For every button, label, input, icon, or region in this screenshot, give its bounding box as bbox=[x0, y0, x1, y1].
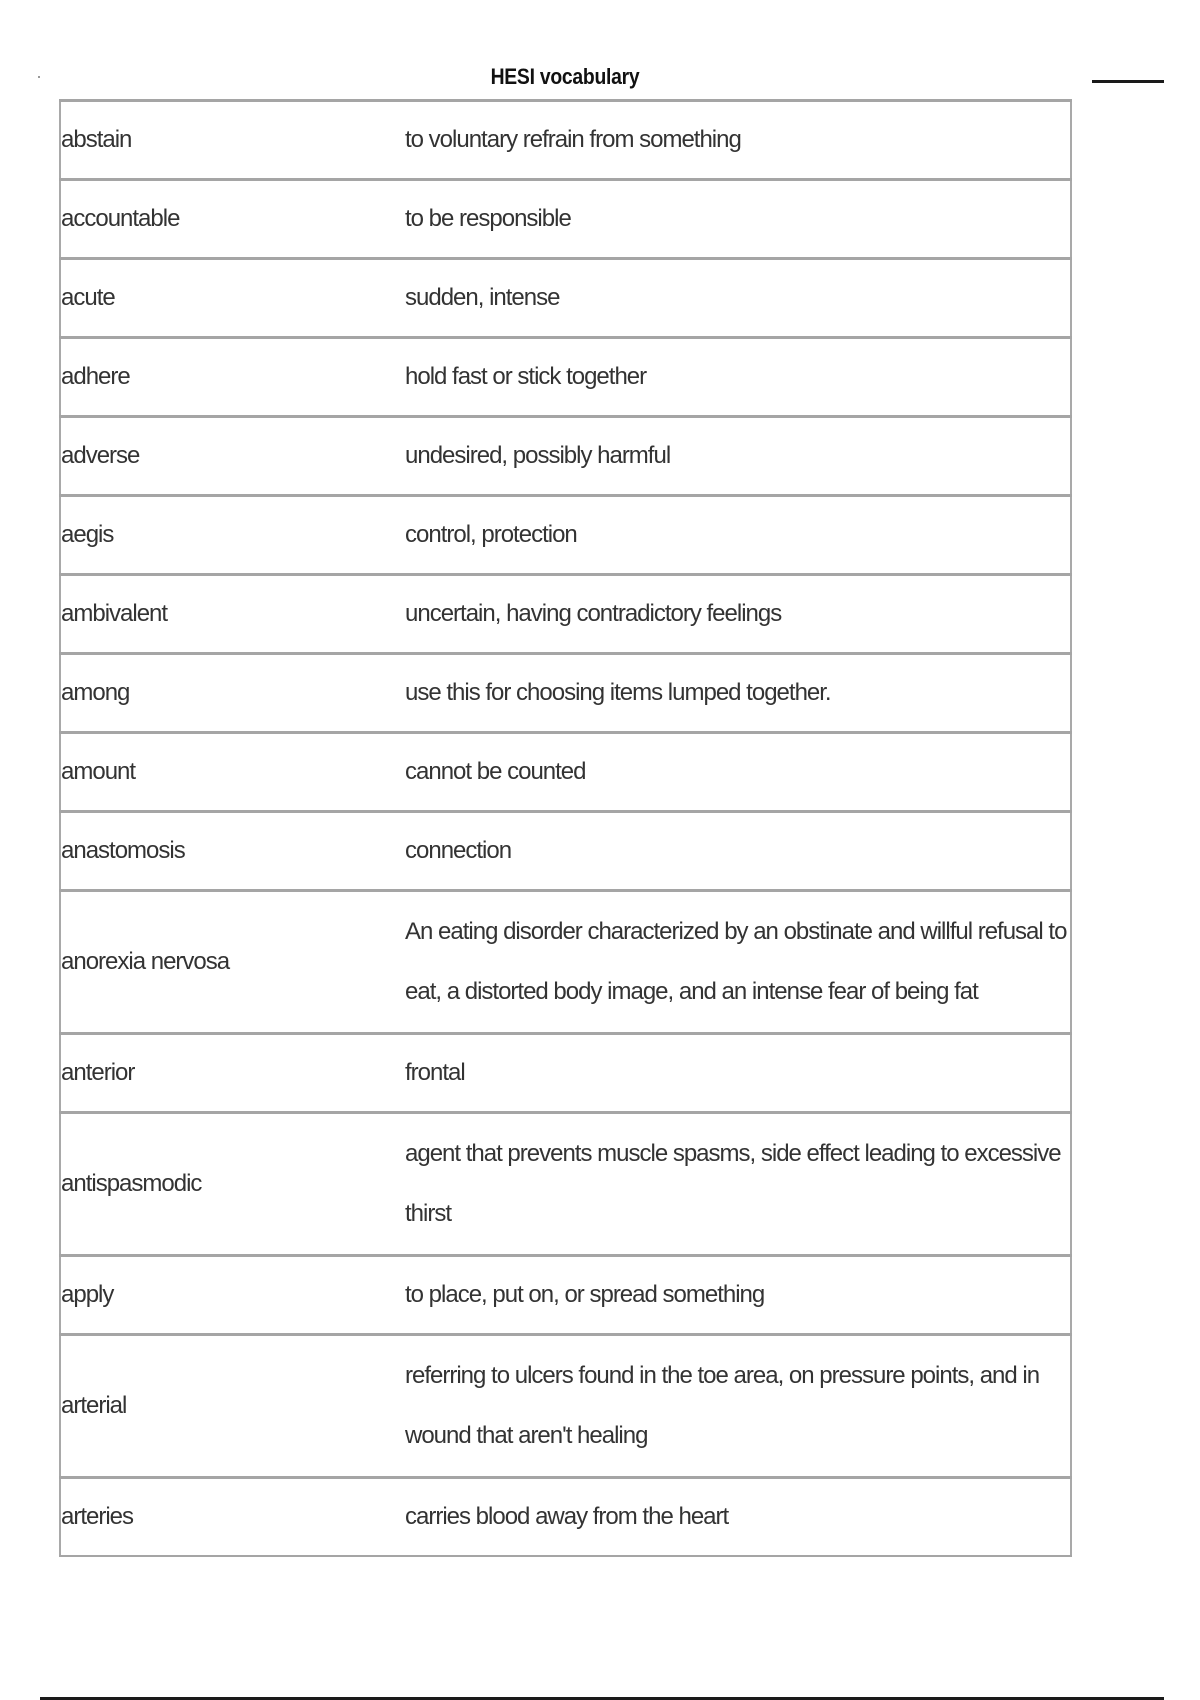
term-cell: arteries bbox=[60, 1478, 405, 1557]
header-rule bbox=[1092, 80, 1164, 83]
table-row bbox=[60, 654, 1071, 733]
definition-cell: use this for choosing items lumped together. bbox=[405, 654, 1071, 733]
definition-cell: sudden, intense bbox=[405, 259, 1071, 338]
table-row bbox=[60, 1256, 1071, 1335]
table-row bbox=[60, 891, 1071, 1034]
definition-cell: cannot be counted bbox=[405, 733, 1071, 812]
table-row bbox=[60, 1335, 1071, 1478]
term-cell: accountable bbox=[60, 180, 405, 259]
table-row bbox=[60, 1034, 1071, 1113]
table-row bbox=[60, 101, 1071, 180]
term-cell: apply bbox=[60, 1256, 405, 1335]
table-row bbox=[60, 496, 1071, 575]
definition-cell: referring to ulcers found in the toe area, on pressure points, and in wound that aren't healing bbox=[405, 1335, 1071, 1478]
vocabulary-table bbox=[59, 99, 1072, 1557]
definition-cell: frontal bbox=[405, 1034, 1071, 1113]
term-cell: anastomosis bbox=[60, 812, 405, 891]
table-row bbox=[60, 338, 1071, 417]
definition-cell: connection bbox=[405, 812, 1071, 891]
table-row bbox=[60, 812, 1071, 891]
table-row bbox=[60, 1478, 1071, 1557]
term-cell: aegis bbox=[60, 496, 405, 575]
definition-cell: to place, put on, or spread something bbox=[405, 1256, 1071, 1335]
table-row bbox=[60, 180, 1071, 259]
term-cell: adverse bbox=[60, 417, 405, 496]
table-row bbox=[60, 733, 1071, 812]
definition-cell: An eating disorder characterized by an obstinate and willful refusal to eat, a distorted body image, and an intense fear of being fat bbox=[405, 891, 1071, 1034]
table-row bbox=[60, 259, 1071, 338]
table-row bbox=[60, 575, 1071, 654]
term-cell: among bbox=[60, 654, 405, 733]
definition-cell: carries blood away from the heart bbox=[405, 1478, 1071, 1557]
definition-cell: to voluntary refrain from something bbox=[405, 101, 1071, 180]
term-cell: arterial bbox=[60, 1335, 405, 1478]
table-row bbox=[60, 417, 1071, 496]
term-cell: adhere bbox=[60, 338, 405, 417]
page-title: HESI vocabulary bbox=[490, 64, 640, 89]
term-cell: anorexia nervosa bbox=[60, 891, 405, 1034]
term-cell: antispasmodic bbox=[60, 1113, 405, 1256]
term-cell: ambivalent bbox=[60, 575, 405, 654]
term-cell: anterior bbox=[60, 1034, 405, 1113]
definition-cell: uncertain, having contradictory feelings bbox=[405, 575, 1071, 654]
definition-cell: hold fast or stick together bbox=[405, 338, 1071, 417]
definition-cell: control, protection bbox=[405, 496, 1071, 575]
term-cell: abstain bbox=[60, 101, 405, 180]
definition-cell: undesired, possibly harmful bbox=[405, 417, 1071, 496]
definition-cell: agent that prevents muscle spasms, side effect leading to excessive thirst bbox=[405, 1113, 1071, 1256]
scan-speck bbox=[38, 76, 40, 78]
table-row bbox=[60, 1113, 1071, 1256]
term-cell: amount bbox=[60, 733, 405, 812]
term-cell: acute bbox=[60, 259, 405, 338]
definition-cell: to be responsible bbox=[405, 180, 1071, 259]
